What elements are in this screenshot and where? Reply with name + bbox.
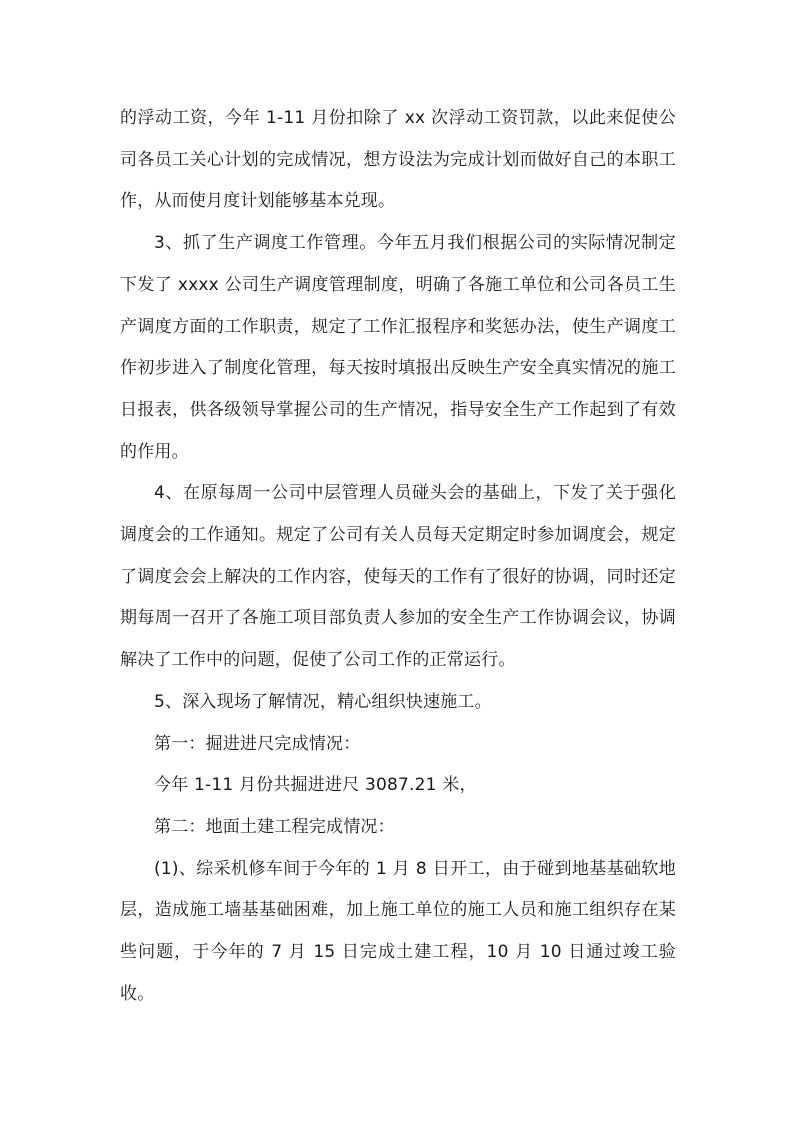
paragraph-dispatch-meeting: 4、在原每周一公司中层管理人员碰头会的基础上，下发了关于强化调度会的工作通知。规定了公司有关人员每天定期定时参加调度会，规定了调度会会上解决的工作内容，使每天的工作有了很好的协调，同时还定期每周一召开了各施工项目部负责人参加的安全生产工作协调会议，协调解决了工作中的问题，促使了公司工作的正常运行。 <box>120 483 676 671</box>
heading-civil-works: 第二：地面土建工程完成情况： <box>154 816 395 837</box>
paragraph-dispatch-management: 3、抓了生产调度工作管理。今年五月我们根据公司的实际情况制定下发了 xxxx 公司生产调度管理制度，明确了各施工单位和公司各员工生产调度方面的工作职责，规定了工作汇报程序和奖惩办法，使生产调度工作初步进入了制度化管理，每天按时填报出反映生产安全真实情况的施工日报表，供各级领导掌握公司的生产情况，指导安全生产工作起到了有效的作用。 <box>120 233 676 462</box>
paragraph-site-organization: 5、深入现场了解情况，精心组织快速施工。 <box>154 691 492 712</box>
paragraph-floating-wage: 的浮动工资，今年 1-11 月份扣除了 xx 次浮动工资罚款，以此来促使公司各员工关心计划的完成情况，想方设法为完成计划而做好自己的本职工作，从而使月度计划能够基本兑现。 <box>120 108 676 212</box>
paragraph-repair-workshop: (1)、综采机修车间于今年的 1 月 8 日开工，由于碰到地基基础软地层，造成施工墙基基础困难，加上施工单位的施工人员和施工组织存在某些问题，于今年的 7 月 15 日完成土建工程，10 月 10 日通过竣工验收。 <box>120 858 676 1004</box>
paragraph-tunneling-total: 今年 1-11 月份共掘进进尺 3087.21 米， <box>154 775 477 796</box>
heading-tunneling-progress: 第一：掘进进尺完成情况： <box>154 733 361 754</box>
document-page <box>120 98 676 1015</box>
